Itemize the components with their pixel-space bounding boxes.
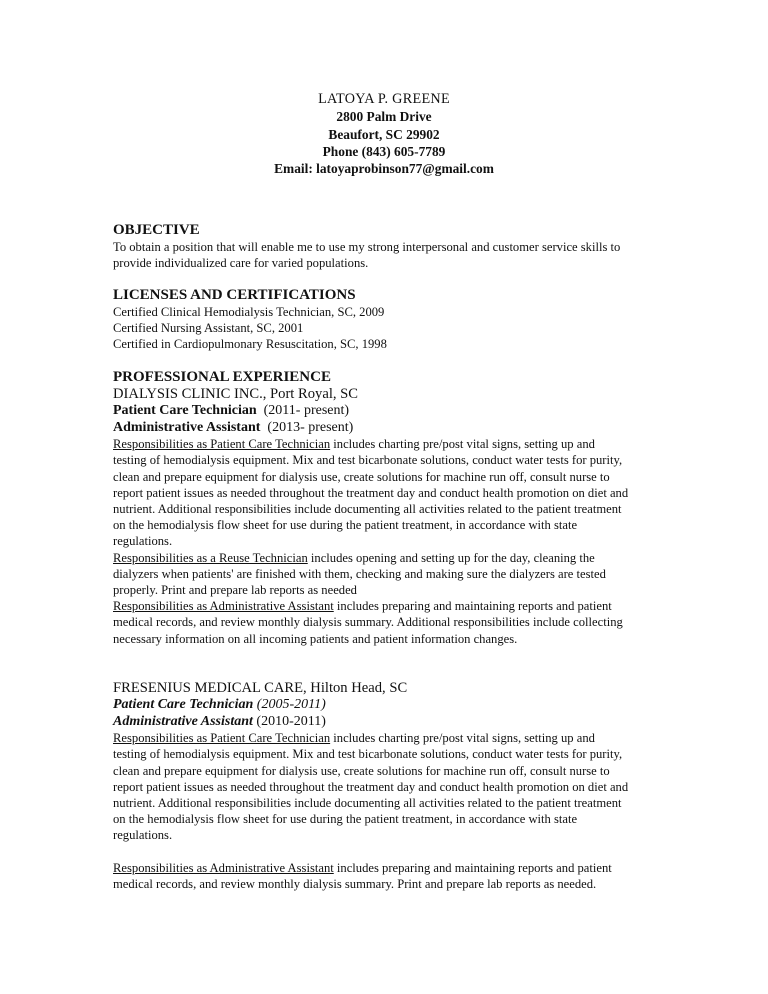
- responsibility-label: Responsibilities as Patient Care Technician: [113, 437, 331, 452]
- contact-header: [0, 91, 768, 177]
- job-dci: [113, 386, 693, 647]
- role-title: Administrative Assistant: [113, 419, 261, 435]
- responsibility-paragraph: [113, 436, 693, 549]
- responsibility-text: includes preparing and maintaining reports and patient: [333, 599, 612, 614]
- role-title: Patient Care Technician: [113, 403, 257, 418]
- experience-heading: PROFESSIONAL EXPERIENCE: [113, 369, 331, 385]
- objective-line: To obtain a position that will enable me to use my strong interpersonal and customer service skills to: [113, 240, 621, 254]
- responsibility-label: Responsibilities as a Reuse Technician: [113, 550, 308, 565]
- license-item: Certified in Cardiopulmonary Resuscitation, SC, 1998: [113, 337, 387, 352]
- responsibility-text: regulations.: [113, 534, 173, 549]
- employer-name: DIALYSIS CLINIC INC., Port Royal, SC: [113, 386, 359, 402]
- role-title: Patient Care Technician: [113, 697, 254, 712]
- responsibility-text: report patient issues as needed throughout the treatment day and conduct health promotion on diet and: [113, 485, 629, 500]
- job-role: [113, 697, 693, 714]
- licenses-section: [113, 287, 693, 353]
- responsibility-paragraph: [113, 860, 693, 892]
- responsibility-label: Responsibilities as Administrative Assistant: [113, 860, 334, 875]
- city-state-zip: Beaufort, SC 29902: [328, 126, 440, 142]
- responsibility-text: clean and prepare equipment for dialysis use, create solutions for machine run off, consult nurse to: [113, 763, 610, 778]
- responsibility-paragraph: [113, 730, 693, 843]
- candidate-name: LATOYA P. GREENE: [318, 91, 450, 107]
- license-item: Certified Nursing Assistant, SC, 2001: [113, 321, 304, 336]
- job-role: [113, 403, 693, 420]
- responsibility-text: nutrient. Additional responsibilities include documenting all activities related to the patient treatment: [113, 502, 622, 516]
- job-fresenius: [113, 680, 693, 892]
- responsibility-text: necessary information on all incoming patients and patient information changes.: [113, 631, 518, 646]
- responsibility-text: on the hemodialysis flow sheet for use during the patient treatment, in accordance with state: [113, 812, 578, 827]
- objective-line: provide individualized care for varied populations.: [113, 256, 369, 271]
- responsibility-text: dialyzers when patients' are finished with them, checking and making sure the dialyzers are tested: [113, 566, 606, 581]
- employer-name: FRESENIUS MEDICAL CARE, Hilton Head, SC: [113, 680, 408, 696]
- responsibility-text: report patient issues as needed throughout the treatment day and conduct health promotion on diet and: [113, 779, 629, 794]
- license-item: Certified Clinical Hemodialysis Technician, SC, 2009: [113, 305, 385, 319]
- responsibility-text: on the hemodialysis flow sheet for use during the patient treatment, in accordance with state: [113, 518, 578, 533]
- role-dates: (2010-2011): [256, 713, 326, 729]
- responsibility-text: properly. Print and prepare lab reports as needed: [113, 583, 357, 598]
- responsibility-text: medical records, and review monthly dialysis summary. Print and prepare lab reports as needed.: [113, 876, 597, 891]
- responsibility-text: clean and prepare equipment for dialysis use, create solutions for machine run off, consult nurse to: [113, 469, 610, 484]
- responsibility-paragraph: [113, 598, 693, 647]
- licenses-heading: LICENSES AND CERTIFICATIONS: [113, 287, 356, 303]
- role-dates: (2005-2011): [256, 697, 326, 712]
- responsibility-label: Responsibilities as Administrative Assistant: [113, 599, 334, 614]
- job-role: [113, 714, 693, 731]
- objective-section: [113, 222, 693, 271]
- responsibility-text: includes charting pre/post vital signs, setting up and: [330, 437, 595, 452]
- responsibility-text: medical records, and review monthly dialysis summary. Additional responsibilities include collecting: [113, 615, 623, 630]
- street-address: 2800 Palm Drive: [336, 109, 432, 125]
- responsibility-paragraph: [113, 550, 693, 599]
- responsibility-text: testing of hemodialysis equipment. Mix and test bicarbonate solutions, conduct water tests for purity,: [113, 747, 623, 762]
- responsibility-text: includes preparing and maintaining reports and patient: [333, 860, 612, 875]
- objective-heading: OBJECTIVE: [113, 222, 200, 238]
- email-address: Email: latoyaprobinson77@gmail.com: [274, 161, 494, 177]
- responsibility-text: testing of hemodialysis equipment. Mix and test bicarbonate solutions, conduct water tests for purity,: [113, 453, 623, 468]
- role-dates: (2013- present): [267, 419, 354, 435]
- responsibility-text: regulations.: [113, 828, 173, 843]
- responsibility-text: includes opening and setting up for the day, cleaning the: [307, 550, 595, 565]
- responsibility-text: nutrient. Additional responsibilities include documenting all activities related to the patient treatment: [113, 796, 622, 810]
- responsibility-label: Responsibilities as Patient Care Technician: [113, 731, 331, 746]
- role-title: Administrative Assistant: [113, 713, 253, 729]
- phone-number: Phone (843) 605-7789: [322, 143, 446, 159]
- experience-section: [113, 369, 693, 647]
- role-dates: (2011- present): [263, 403, 350, 418]
- responsibility-text: includes charting pre/post vital signs, setting up and: [330, 731, 595, 746]
- job-role: [113, 420, 693, 437]
